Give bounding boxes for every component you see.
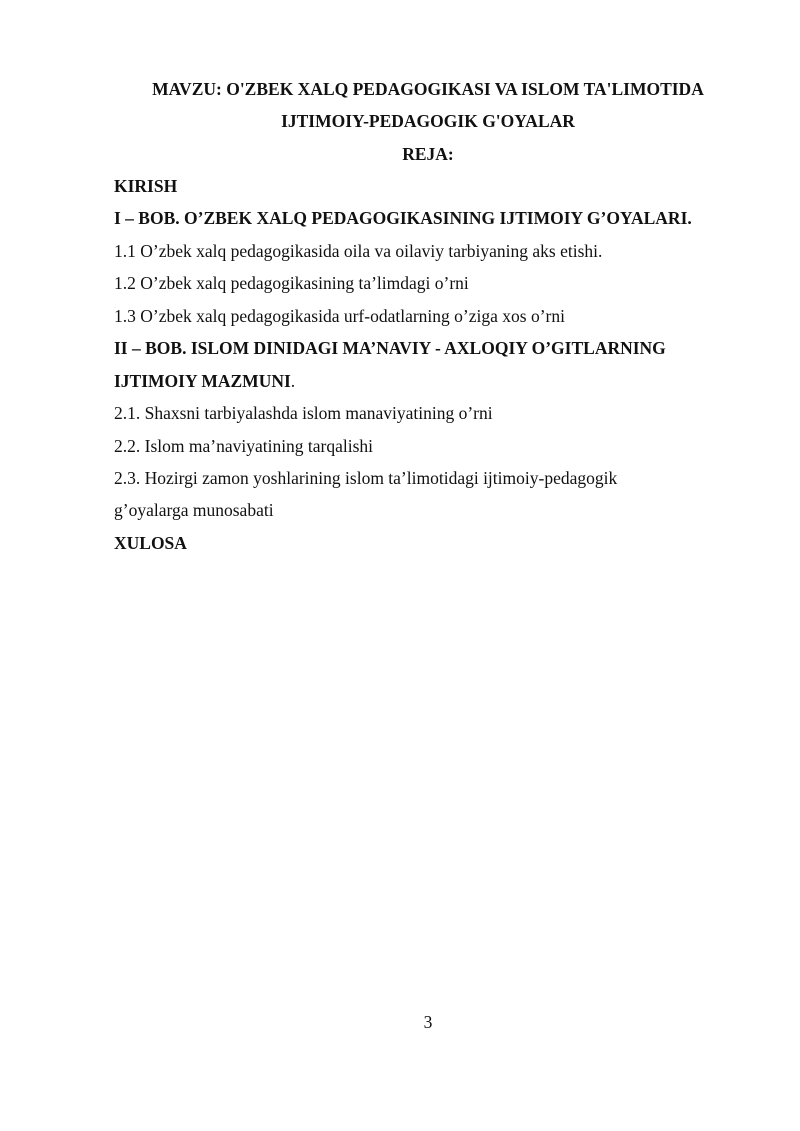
chapter-2-item-1: 2.1. Shaxsni tarbiyalashda islom manaviyatining o’rni [114, 403, 493, 423]
chapter-2-item-2: 2.2. Islom ma’naviyatining tarqalishi [114, 436, 374, 456]
intro-heading: KIRISH [114, 176, 178, 196]
chapter-1-item-1: 1.1 O’zbek xalq pedagogikasida oila va oilaviy tarbiyaning aks etishi. [114, 241, 603, 261]
chapter-2-item-3: 2.3. Hozirgi zamon yoshlarining islom ta’limotidagi ijtimoiy-pedagogik [114, 468, 618, 488]
chapter-2-title-line-2-wrapper [114, 370, 764, 392]
chapter-1-title: I – BOB. O’ZBEK XALQ PEDAGOGIKASINING IJTIMOIY G’OYALARI. [114, 208, 692, 228]
chapter-1-item-2: 1.2 O’zbek xalq pedagogikasining ta’limdagi o’rni [114, 273, 469, 293]
chapter-1-item-3: 1.3 O’zbek xalq pedagogikasida urf-odatlarning o’ziga xos o’rni [114, 306, 565, 326]
chapter-2-title-line-2: IJTIMOIY MAZMUNI [114, 371, 291, 391]
chapter-2-title-line-1: II – BOB. ISLOM DINIDAGI MA’NAVIY - AXLOQIY O’GITLARNING [114, 338, 666, 358]
plan-heading: REJA: [402, 144, 454, 164]
chapter-2-item-3-continued: g’oyalarga munosabati [114, 500, 274, 520]
conclusion-heading: XULOSA [114, 533, 187, 553]
chapter-2-title-period: . [290, 371, 296, 391]
topic-title-line-1: MAVZU: O'ZBEK XALQ PEDAGOGIKASI VA ISLOM TA'LIMOTIDA [152, 79, 704, 99]
topic-title-line-2: IJTIMOIY-PEDAGOGIK G'OYALAR [281, 111, 575, 131]
page-number: 3 [423, 1012, 433, 1032]
